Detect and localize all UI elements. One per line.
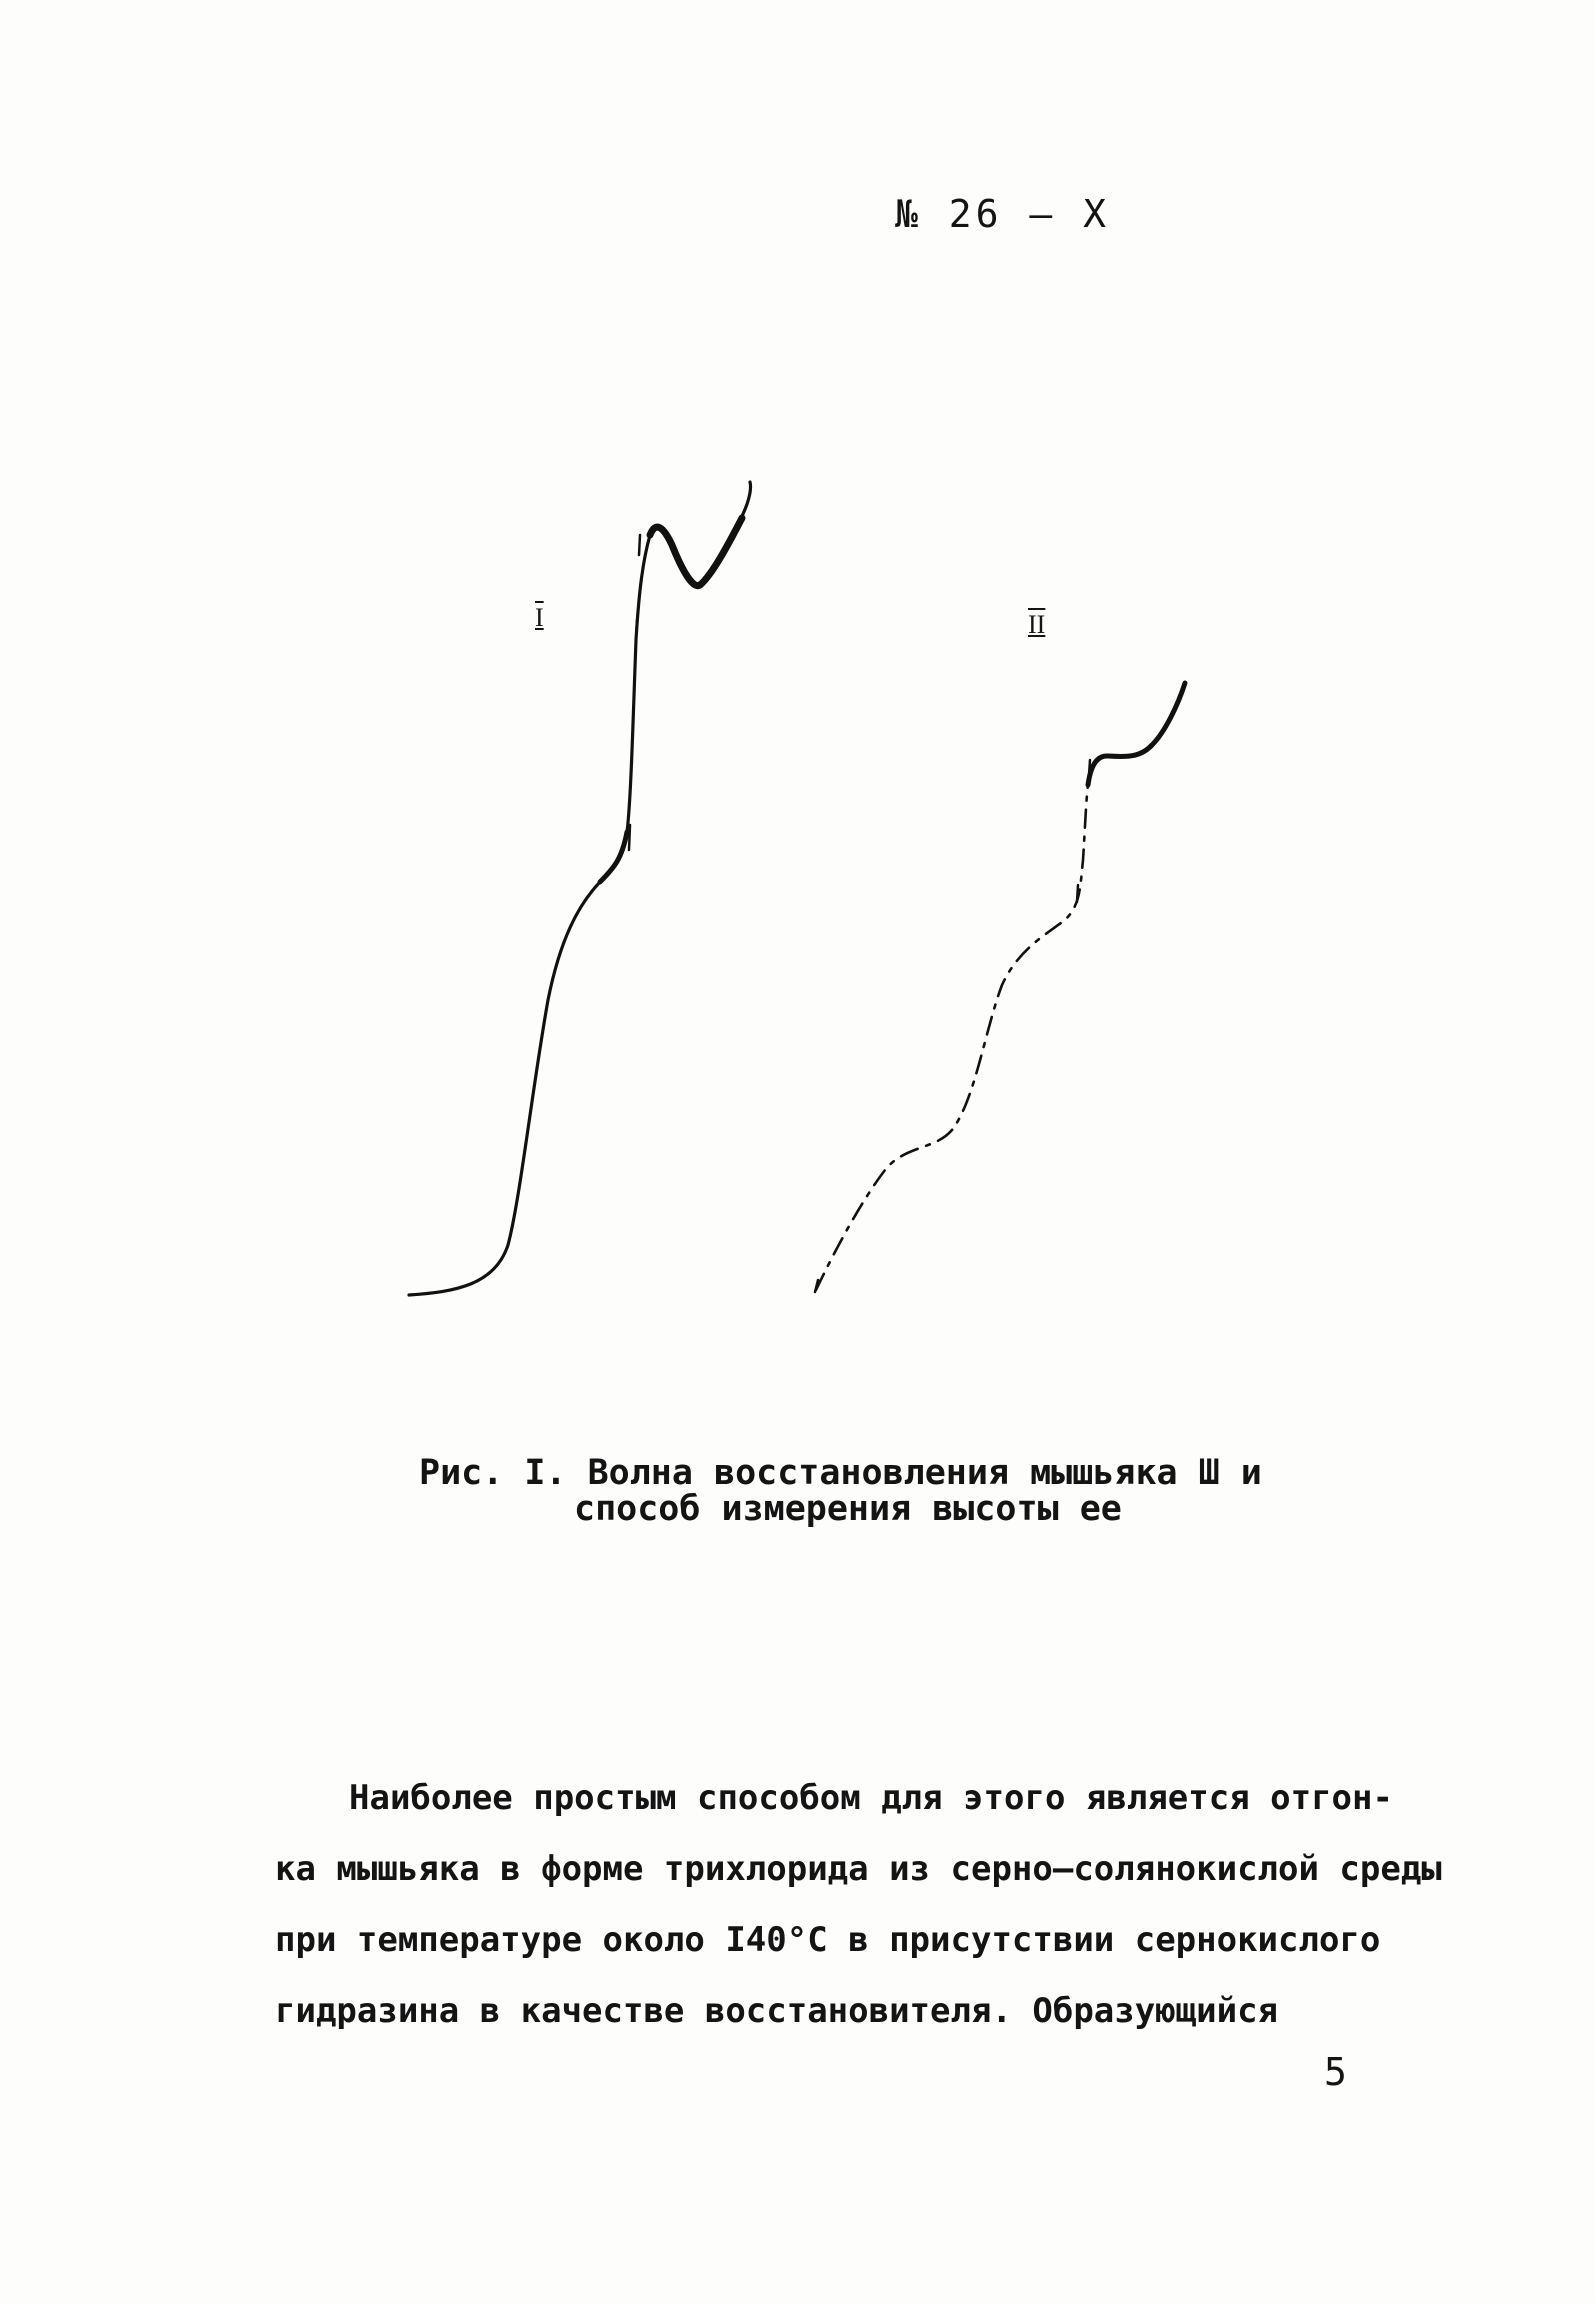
polarogram-curve-1-tick-a [639,535,640,555]
polarogram-curve-2-tick-b [1077,885,1078,902]
polarogram-curve-1-tick-b [636,620,637,640]
polarogram-curve-2 [816,785,1088,1290]
figure-caption [419,1455,1262,1527]
polarogram-curve-2-tick-c [815,1280,818,1292]
body-line-1: Наиболее простым способом для этого является отгон- [349,1778,1393,1818]
page-number: 5 [1324,2050,1347,2094]
polarogram-curve-1 [409,482,751,1295]
document-number: № 26 – X [895,192,1111,236]
body-line-3: при температуре около I40°С в присутствии сернокислого [275,1920,1381,1960]
polarogram-curve-1-tick-c [629,825,630,850]
polarogram-curve-1-noise [650,518,742,586]
polarogram-curve-2-top [1088,683,1185,785]
figure-caption-line-2: способ измерения высоты ее [574,1489,1122,1529]
figure-label-1: I [535,603,544,632]
figure-caption-line-1: Рис. I. Волна восстановления мышьяка Ш и [419,1453,1262,1493]
body-line-4: гидразина в качестве восстановителя. Образующийся [275,1991,1279,2031]
polarogram-curve-1-step [600,832,627,882]
polarogram-curve-2-tick-a [1089,760,1090,775]
body-paragraph [275,1778,1442,2062]
body-line-2: ка мышьяка в форме трихлорида из серно–солянокислой среды [275,1849,1442,1889]
figure-label-2: II [1028,610,1046,639]
